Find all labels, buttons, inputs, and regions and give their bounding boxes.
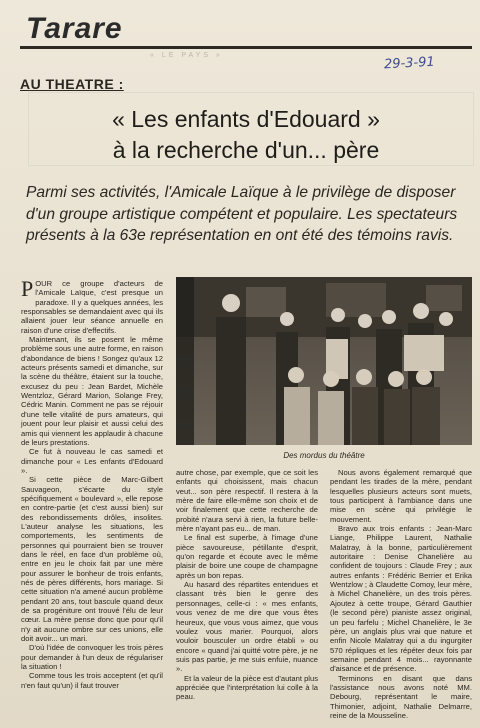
drop-cap: P	[21, 276, 34, 301]
col2-paragraph-2: Le final est superbe, à l'image d'une pièce savoureuse, pétillante d'esprit, qu'on regarde et écoute avec le même plaisir de boire une coupe de champagne après un bon repas.	[176, 533, 318, 580]
col1-paragraph-4: Si cette pièce de Marc-Gilbert Sauvageon, s'écarte du style spécifiquement « boulevard », elle repose en contre-partie (et c'est aussi bien) sur des rebondissements drôles, insolites. L'auteur analyse les situations, les comportements, les sentiments de personnes qui pourraient bien se trouver dans le réel, en face d'un problème où, entre en jeu le choix fait par une mère pour assurer le bonheur de trois enfants, nés de pères différents, hors mariage. Si cette situation n'a amené aucun problème pendant 20 ans, tout bascule quand deux de sa progéniture ont trouvé l'élu de leur cœur. La mère pense donc que pour qu'il n'y ait aucune ombre sur ces unions, elle doit avoir... un mari.	[21, 475, 163, 644]
col2-paragraph-3: Au hasard des répartites entendues et classant très bien le genre des personnages, celle-ci : « mes enfants, vous venez de me dire que vous êtes heureux, que vous vous aimez, que vous voulez vous marier. Pourquoi, alors vouloir bousculer un ordre établi » ou encore « quand j'ai quitté votre père, je ne suis pas partie, je me suis enfuie, nuance ».	[176, 580, 318, 674]
col3-paragraph-3: Terminons en disant que dans l'assistance nous avons noté MM. Debourg, représentant le maire, Thimonier, adjoint, Nathalie Delmarre, reine de la Mousseline.	[330, 673, 472, 720]
article-column-1	[21, 276, 163, 690]
col1-paragraph-5: D'où l'idée de convoquer les trois pères pour demander à l'un deux de régulariser la situation !	[21, 643, 163, 672]
col1-paragraph-1-text: OUR ce groupe d'acteurs de l'Amicale Laïque, c'est presque un paradoxe. Il y a quelques années, les responsables se demandaient avec qui ils allaient jouer leur séance annuelle en raison d'une crise d'effectifs.	[21, 279, 163, 335]
standfirst: Parmi ses activités, l'Amicale Laïque à le privilège de disposer d'un groupe artistique compétent et populaire. Les spectateurs présents à la 63e représentation en ont été des témoins ravis.	[26, 184, 458, 244]
col1-paragraph-1	[21, 276, 163, 335]
col1-paragraph-2: Maintenant, ils se posent le même problème sous une autre forme, en raison d'abondance de biens ! Songez qu'aux 12 acteurs présents samedi et dimanche, sur la scène du théâtre, étaient sur la touche, excusez du peu : Jean Bardet, Michèle Wentzloz, Gérard Marion, Solange Frey, Cédric Manin. Comment ne pas se réjouir d'une telle vitalité de purs amateurs, qui jouent pour leur plaisir et aussi celui des amis qui viennent les applaudir à chacune de leurs prestations.	[21, 335, 163, 447]
col1-paragraph-6: Comme tous les trois acceptent (et qu'il n'en faut qu'un) il faut trouver	[21, 671, 163, 690]
col3-paragraph-2: Bravo aux trois enfants : Jean-Marc Liange, Philippe Laurent, Nathalie Malatray, à la bonne, particulièrement autoritaire : Denise Chanelière au confident de toujours : Claude Frey ; aux autres enfants : Frédéric Berrier et Erika Wentzlow ; à Claudette Comoy, leur mère, à Michel Chanelière, un des trois pères. Ajoutez à cette troupe, Gérard Gauthier (le second père) pianiste assez original, un peu farfelu ; Michel Chanelière, le 3e père, un anglais plus vrai que nature et enfin Nicole Malatray qui a du ingurgiter 570 répliques et les répéter deux fois par semaine pendant 4 mois... rayonnante d'aisance et de présence.	[330, 524, 472, 674]
col3-paragraph-1: Nous avons également remarqué que pendant les tirades de la mère, pendant lesquelles plusieurs acteurs sont muets, tous participent à l'ambiance dans une mise en scène qui privilégie le mouvement.	[330, 468, 472, 524]
masthead: Tarare	[26, 12, 123, 45]
col2-paragraph-4: Et la valeur de la pièce est d'autant plus appréciée que l'interprétation lui colle à la peau.	[176, 673, 319, 702]
headline-line-2: à la recherche d'un... père	[112, 137, 380, 163]
section-kicker: AU THEATRE :	[20, 76, 124, 92]
headline-line-1: « Les enfants d'Edouard »	[112, 106, 380, 132]
masthead-rule	[20, 46, 472, 49]
headline	[20, 104, 472, 166]
col2-paragraph-1: autre chose, par exemple, que ce soit les enfants qui choisissent, mais chacun veut... son père respectif. Il restera à la mère de faire elle-même son choix et de voir finalement que cette recherche de probité n'aura servi à rien, la future belle-mère n'ayant pas eu... de man.	[176, 468, 318, 534]
group-photo-icon	[176, 277, 472, 445]
faded-header-text: « LE PAYS »	[150, 52, 223, 59]
group-photo	[176, 277, 472, 445]
col1-paragraph-3: Ce fut à nouveau le cas samedi et dimanche pour « Les enfants d'Edouard ».	[21, 447, 163, 475]
photo-caption: Des mordus du théâtre	[283, 451, 365, 460]
article-column-2	[176, 468, 318, 702]
handwritten-date: 29-3-91	[383, 54, 436, 73]
article-column-3	[330, 468, 472, 720]
